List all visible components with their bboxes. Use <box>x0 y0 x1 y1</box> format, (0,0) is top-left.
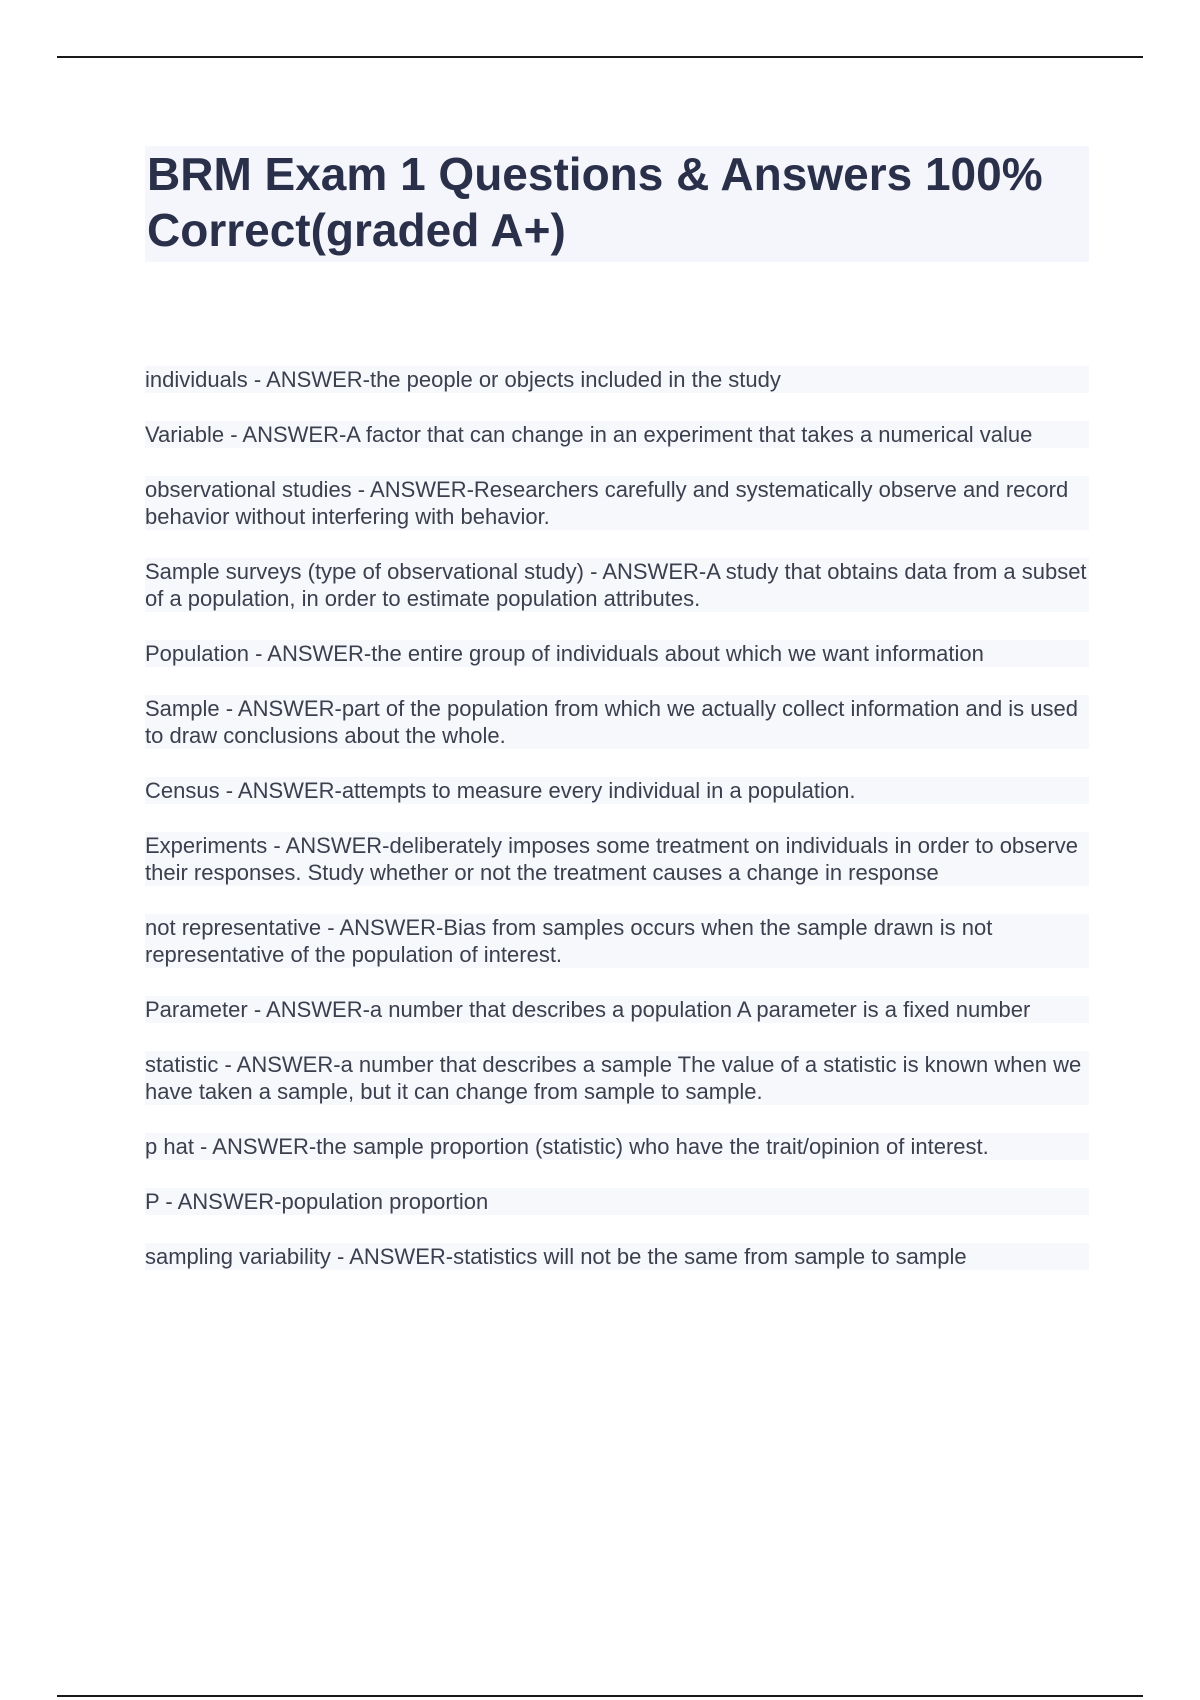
qa-entry-text: Experiments - ANSWER-deliberately imposes some treatment on individuals in order to observe their responses. Study whether or not the treatment causes a change in response <box>145 833 1078 885</box>
qa-entry-text: sampling variability - ANSWER-statistics will not be the same from sample to sample <box>145 1244 967 1269</box>
qa-entry-text: not representative - ANSWER-Bias from samples occurs when the sample drawn is not representative of the population of interest. <box>145 915 993 967</box>
qa-entry <box>145 640 1089 667</box>
qa-entry <box>145 695 1089 749</box>
page-title: BRM Exam 1 Questions & Answers 100% Correct(graded A+) <box>147 148 1043 256</box>
qa-entry <box>145 1133 1089 1160</box>
qa-entry-text: Population - ANSWER-the entire group of individuals about which we want information <box>145 641 984 666</box>
qa-entry <box>145 366 1089 393</box>
title-block <box>145 146 1089 262</box>
qa-entry-text: Parameter - ANSWER-a number that describes a population A parameter is a fixed number <box>145 997 1031 1022</box>
qa-entry <box>145 914 1089 968</box>
qa-entry-text: statistic - ANSWER-a number that describes a sample The value of a statistic is known when we have taken a sample, but it can change from sample to sample. <box>145 1052 1082 1104</box>
qa-entry <box>145 1188 1089 1215</box>
top-rule <box>57 56 1143 58</box>
qa-entry-text: Sample surveys (type of observational study) - ANSWER-A study that obtains data from a subset of a population, in order to estimate population attributes. <box>145 559 1087 611</box>
qa-entry <box>145 558 1089 612</box>
qa-list <box>145 366 1089 1298</box>
qa-entry <box>145 421 1089 448</box>
qa-entry-text: p hat - ANSWER-the sample proportion (statistic) who have the trait/opinion of interest. <box>145 1134 989 1159</box>
qa-entry-text: Sample - ANSWER-part of the population from which we actually collect information and is used to draw conclusions about the whole. <box>145 696 1078 748</box>
qa-entry-text: observational studies - ANSWER-Researchers carefully and systematically observe and record behavior without interfering with behavior. <box>145 477 1069 529</box>
qa-entry-text: P - ANSWER-population proportion <box>145 1189 489 1214</box>
qa-entry <box>145 777 1089 804</box>
qa-entry-text: Variable - ANSWER-A factor that can change in an experiment that takes a numerical value <box>145 422 1033 447</box>
qa-entry <box>145 1243 1089 1270</box>
qa-entry-text: individuals - ANSWER-the people or objects included in the study <box>145 367 781 392</box>
qa-entry-text: Census - ANSWER-attempts to measure every individual in a population. <box>145 778 856 803</box>
qa-entry <box>145 476 1089 530</box>
qa-entry <box>145 996 1089 1023</box>
bottom-rule <box>57 1695 1143 1697</box>
qa-entry <box>145 832 1089 886</box>
qa-entry <box>145 1051 1089 1105</box>
